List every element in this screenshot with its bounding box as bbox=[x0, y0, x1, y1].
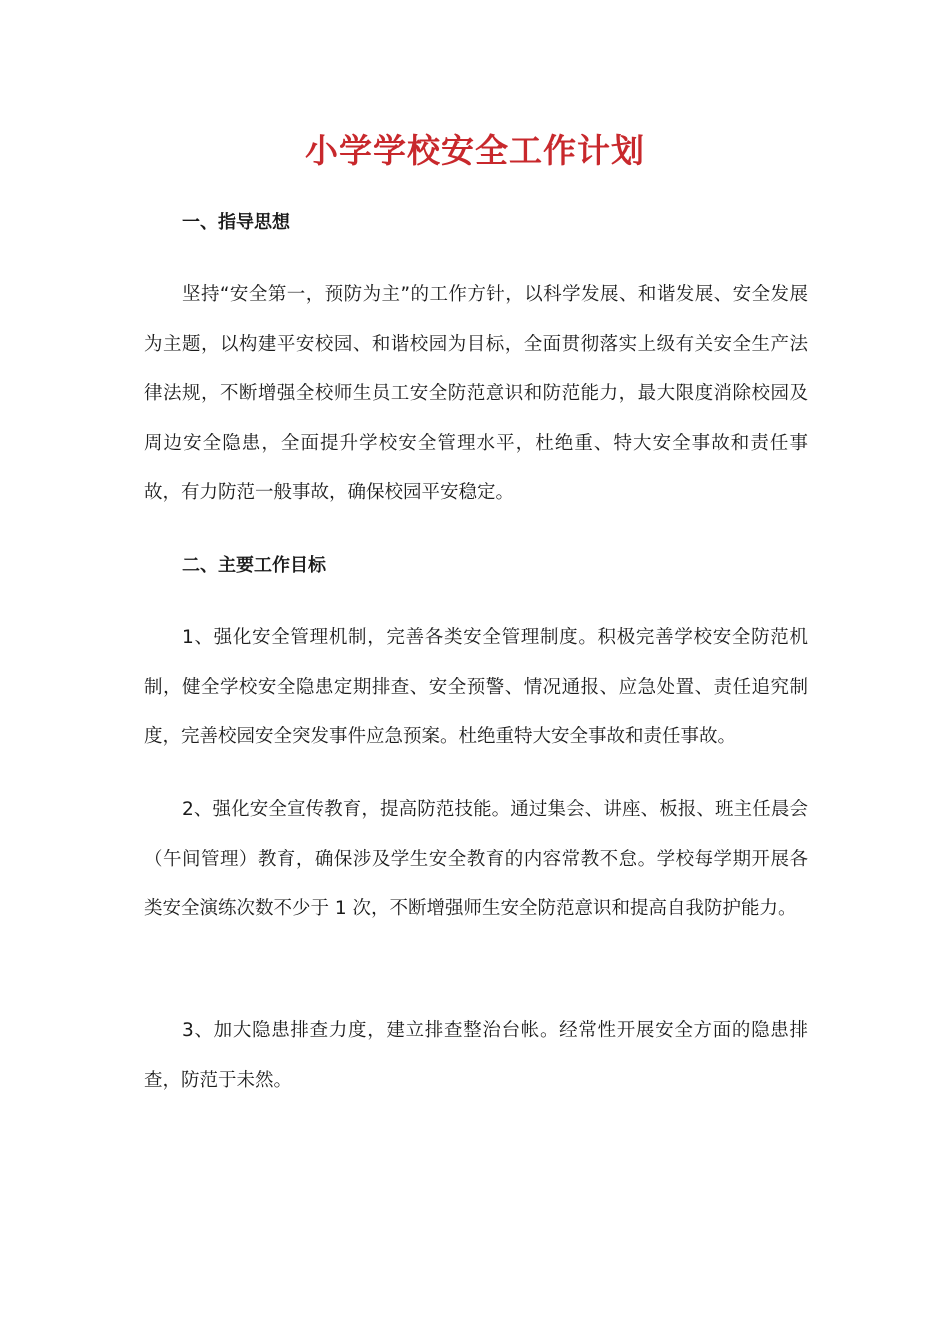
section-heading-guiding-ideology: 一、指导思想 bbox=[182, 212, 290, 233]
paragraph-goal-3: 3、加大隐患排查力度，建立排查整治台帐。经常性开展安全方面的隐患排查，防范于未然。 bbox=[144, 1020, 808, 1091]
paragraph-goal-2: 2、强化安全宣传教育，提高防范技能。通过集会、讲座、板报、班主任晨会（午间管理）教育，确保涉及学生安全教育的内容常教不怠。学校每学期开展各类安全演练次数不少于 1 次，不断增强师生安全防范意识和提高自我防护能力。 bbox=[144, 799, 808, 919]
document-title: 小学学校安全工作计划 bbox=[305, 131, 645, 170]
section-heading-main-goals: 二、主要工作目标 bbox=[182, 555, 326, 576]
paragraph-goal-1: 1、强化安全管理机制，完善各类安全管理制度。积极完善学校安全防范机制，健全学校安全隐患定期排查、安全预警、情况通报、应急处置、责任追究制度，完善校园安全突发事件应急预案。杜绝重特大安全事故和责任事故。 bbox=[144, 627, 808, 747]
paragraph-guiding-ideology: 坚持“安全第一，预防为主”的工作方针，以科学发展、和谐发展、安全发展为主题，以构建平安校园、和谐校园为目标，全面贯彻落实上级有关安全生产法律法规，不断增强全校师生员工安全防范意识和防范能力，最大限度消除校园及周边安全隐患，全面提升学校安全管理水平，杜绝重、特大安全事故和责任事故，有力防范一般事故，确保校园平安稳定。 bbox=[144, 284, 808, 503]
